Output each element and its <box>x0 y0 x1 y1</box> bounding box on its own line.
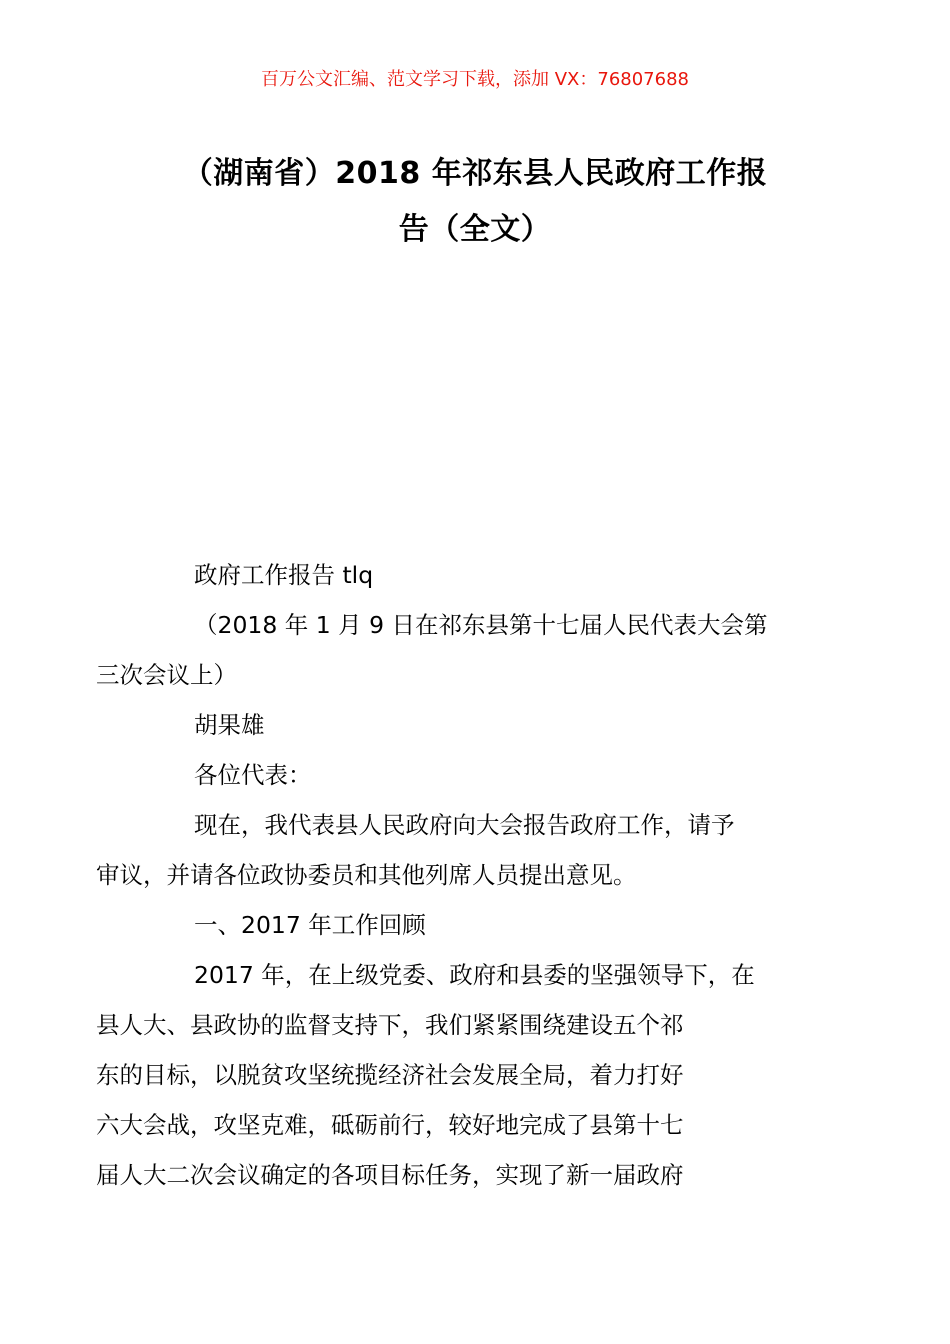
text-line: 胡果雄 <box>194 711 265 739</box>
title-line-2: 告（全文） <box>398 212 552 247</box>
text-line: 县人大、县政协的监督支持下，我们紧紧围绕建设五个祁 <box>96 1011 684 1039</box>
text-line: 各位代表： <box>194 761 312 789</box>
text-line: 东的目标，以脱贫攻坚统揽经济社会发展全局，着力打好 <box>96 1061 684 1089</box>
text-line: 六大会战，攻坚克难，砥砺前行，较好地完成了县第十七 <box>96 1111 684 1139</box>
paragraph-report-label <box>145 550 810 600</box>
text-line: 一、2017 年工作回顾 <box>194 911 426 939</box>
document-title <box>120 146 830 258</box>
text-line: 政府工作报告 tlq <box>194 561 374 589</box>
text-line: 审议，并请各位政协委员和其他列席人员提出意见。 <box>96 861 637 889</box>
paragraph-review-body <box>96 950 810 1200</box>
text-line: 届人大二次会议确定的各项目标任务，实现了新一届政府 <box>96 1161 684 1189</box>
text-line: 2017 年，在上级党委、政府和县委的坚强领导下，在 <box>194 961 755 989</box>
header-note: 百万公文汇编、范文学习下载，添加 VX：76807688 <box>261 69 689 90</box>
paragraph-meeting-info <box>96 600 810 700</box>
paragraph-author <box>145 700 810 750</box>
document-body <box>96 550 810 1200</box>
paragraph-salutation <box>145 750 810 800</box>
text-line: 现在，我代表县人民政府向大会报告政府工作，请予 <box>194 811 735 839</box>
title-line-1: （湖南省）2018 年祁东县人民政府工作报 <box>182 156 768 191</box>
paragraph-intro <box>96 800 810 900</box>
text-line: （2018 年 1 月 9 日在祁东县第十七届人民代表大会第 <box>194 611 768 639</box>
text-line: 三次会议上） <box>96 661 237 689</box>
section-heading-review <box>145 900 810 950</box>
